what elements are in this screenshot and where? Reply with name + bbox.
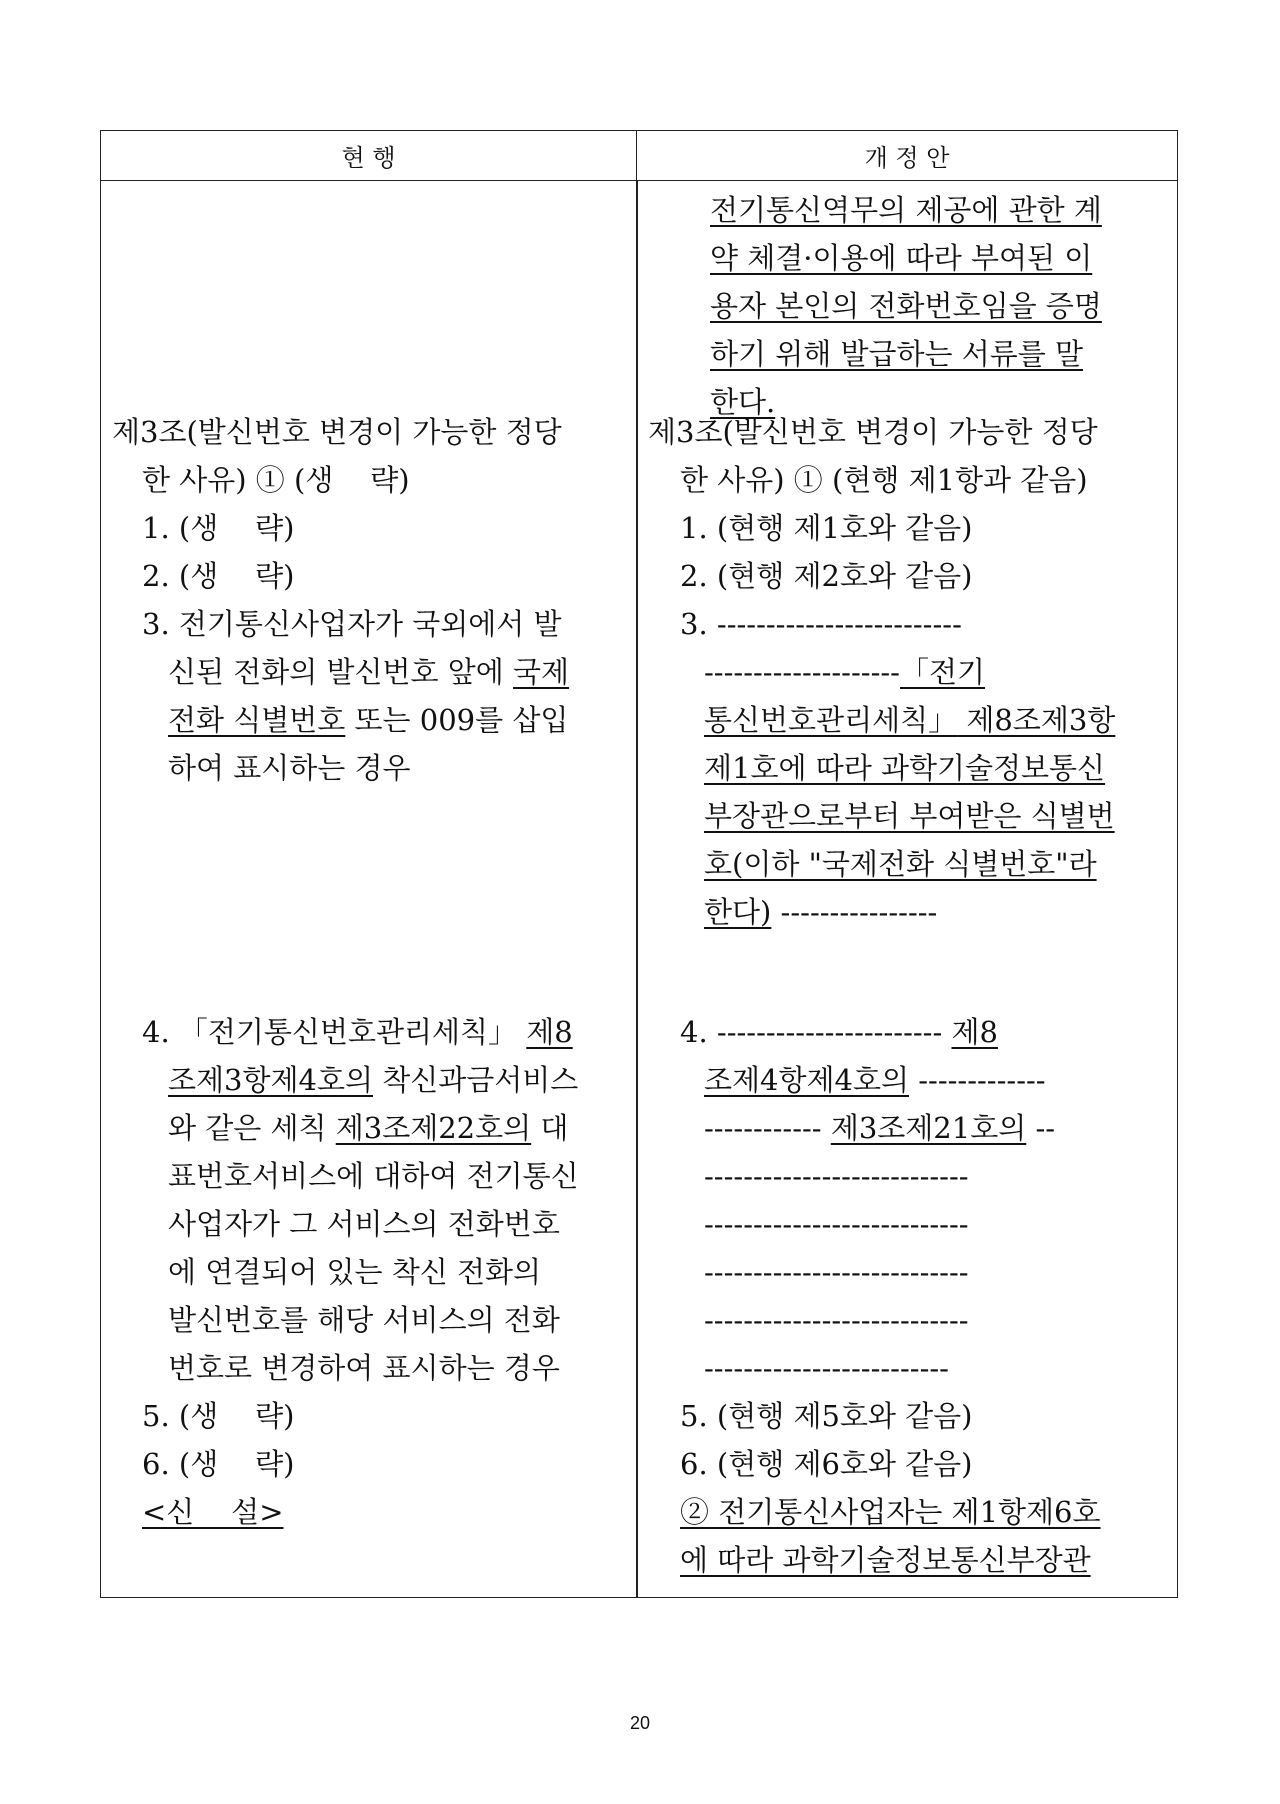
right-item3-line3: 통신번호관리세칙」 제8조제3항 bbox=[704, 703, 1116, 737]
right-item3-line7: 한다) ---------------- bbox=[704, 895, 938, 929]
right-item4-line6: --------------------------- bbox=[704, 1255, 969, 1289]
right-item4-line8: ------------------------- bbox=[704, 1351, 949, 1385]
left-item4-line7: 발신번호를 해당 서비스의 전화 bbox=[168, 1303, 560, 1337]
right-item4-line7: --------------------------- bbox=[704, 1303, 969, 1337]
header-current-label: 현 행 bbox=[341, 144, 396, 172]
right-art3-title-2: 한 사유) ① (현행 제1항과 같음) bbox=[680, 463, 1088, 497]
column-divider bbox=[636, 181, 638, 1597]
right-item5: 5. (현행 제5호와 같음) bbox=[680, 1399, 973, 1433]
left-item4-line6: 에 연결되어 있는 착신 전화의 bbox=[168, 1255, 542, 1289]
left-item4-line1: 4. 「전기통신번호관리세칙」 제8 bbox=[142, 1015, 573, 1049]
header-revised bbox=[637, 131, 1177, 181]
header-current bbox=[101, 131, 637, 181]
left-new-clause: <신 설> bbox=[142, 1495, 284, 1529]
right-item4-line2: 조제4항제4호의 ------------- bbox=[704, 1063, 1046, 1097]
right-item3-line5: 부장관으로부터 부여받은 식별번 bbox=[704, 799, 1115, 833]
right-top-line1: 전기통신역무의 제공에 관한 계 bbox=[710, 193, 1102, 227]
right-item3-line1: 3. ------------------------- bbox=[680, 607, 962, 641]
left-item4-line5: 사업자가 그 서비스의 전화번호 bbox=[168, 1207, 560, 1241]
left-item1: 1. (생 략) bbox=[142, 511, 295, 545]
right-top-line2: 약 체결·이용에 따라 부여된 이 bbox=[710, 241, 1093, 275]
right-item4-line3: ------------ 제3조제21호의 -- bbox=[704, 1111, 1056, 1145]
right-paragraph2-line1: ② 전기통신사업자는 제1항제6호 bbox=[680, 1495, 1101, 1529]
right-item2: 2. (현행 제2호와 같음) bbox=[680, 559, 973, 593]
left-item5: 5. (생 략) bbox=[142, 1399, 295, 1433]
left-item3-line1: 3. 전기통신사업자가 국외에서 발 bbox=[142, 607, 562, 641]
right-top-line4: 하기 위해 발급하는 서류를 말 bbox=[710, 337, 1084, 371]
left-art3-title-1: 제3조(발신번호 변경이 가능한 정당 bbox=[112, 415, 562, 449]
left-item4-line2: 조제3항제4호의 착신과금서비스 bbox=[168, 1063, 579, 1097]
left-art3-title-2: 한 사유) ① (생 략) bbox=[142, 463, 410, 497]
page-number: 20 bbox=[629, 1713, 651, 1733]
left-item6: 6. (생 략) bbox=[142, 1447, 295, 1481]
left-item2: 2. (생 략) bbox=[142, 559, 295, 593]
left-item4-line4: 표번호서비스에 대하여 전기통신 bbox=[168, 1159, 579, 1193]
right-paragraph2-line2: 에 따라 과학기술정보통신부장관 bbox=[680, 1543, 1091, 1577]
right-item3-line2: --------------------「전기 bbox=[704, 655, 986, 689]
right-item4-line1: 4. ----------------------- 제8 bbox=[680, 1015, 998, 1049]
left-item4-line3: 와 같은 세칙 제3조제22호의 대 bbox=[168, 1111, 569, 1145]
right-item4-line4: --------------------------- bbox=[704, 1159, 969, 1193]
right-top-line3: 용자 본인의 전화번호임을 증명 bbox=[710, 289, 1102, 323]
header-revised-label: 개 정 안 bbox=[864, 144, 950, 172]
right-item3-line6: 호(이하 "국제전화 식별번호"라 bbox=[704, 847, 1097, 881]
left-item3-line3: 전화 식별번호 또는 009를 삽입 bbox=[168, 703, 569, 737]
right-top-line5: 한다. bbox=[710, 385, 776, 419]
right-item4-line5: --------------------------- bbox=[704, 1207, 969, 1241]
right-item3-line4: 제1호에 따라 과학기술정보통신 bbox=[704, 751, 1106, 785]
left-item3-line4: 하여 표시하는 경우 bbox=[168, 751, 411, 785]
right-art3-title-1: 제3조(발신번호 변경이 가능한 정당 bbox=[648, 415, 1098, 449]
left-item4-line8: 번호로 변경하여 표시하는 경우 bbox=[168, 1351, 560, 1385]
right-item6: 6. (현행 제6호와 같음) bbox=[680, 1447, 973, 1481]
right-item1: 1. (현행 제1호와 같음) bbox=[680, 511, 973, 545]
left-item3-line2: 신된 전화의 발신번호 앞에 국제 bbox=[168, 655, 570, 689]
